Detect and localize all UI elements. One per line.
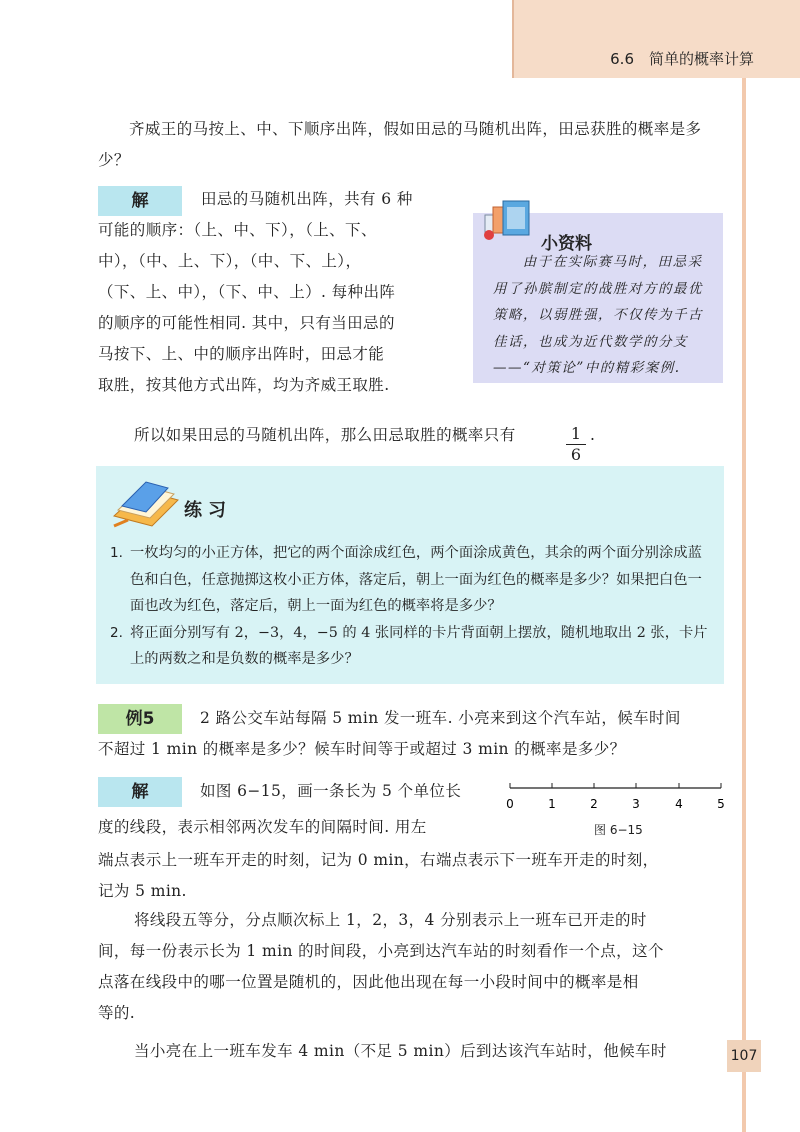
- question-text: 齐威王的马按上、中、下顺序出阵，假如田忌的马随机出阵，田忌获胜的概率是多少？: [98, 120, 702, 169]
- solution-label: 解: [98, 186, 182, 216]
- paragraph2-line-4: 等的.: [98, 1004, 136, 1022]
- practice-item-text: 一枚均匀的小正方体，把它的两个面涂成红色，两个面涂成黄色，其余的两个面分别涂成蓝色和白色，任意抛掷这枚小正方体，落定后，朝上一面为红色的概率是多少？如果把白色一面也改为红色，落定后，朝上一面为红色的概率将是多少？: [130, 545, 702, 614]
- solution2-line-1: 如图 6−15，画一条长为 5 个单位长: [200, 782, 462, 800]
- solution2-line-2: 度的线段，表示相邻两次发车的间隔时间. 用左: [98, 818, 427, 836]
- paragraph2-line-1: 将线段五等分，分点顺次标上 1，2，3，4 分别表示上一班车已开走的时: [134, 911, 647, 929]
- tick-label: 0: [506, 797, 514, 811]
- paragraph2-line-3: 点落在线段中的哪一位置是随机的，因此他出现在每一小段时间中的概率是相: [98, 973, 639, 991]
- solution2-line-4: 记为 5 min.: [98, 882, 187, 900]
- practice-title: 练习: [184, 500, 232, 521]
- paragraph3-line-1: 当小亮在上一班车发车 4 min（不足 5 min）后到达该汽车站时，他候车时: [134, 1042, 667, 1060]
- chapter-title: 6.6 简单的概率计算: [610, 50, 754, 68]
- conclusion-period: .: [590, 426, 596, 444]
- practice-item: [110, 540, 710, 620]
- example-line-2: 不超过 1 min 的概率是多少？候车时间等于或超过 3 min 的概率是多少？: [98, 740, 626, 758]
- info-title: 小资料: [541, 234, 592, 254]
- solution-line-7: 取胜，按其他方式出阵，均为齐威王取胜.: [98, 376, 390, 394]
- example-label: 例5: [98, 704, 182, 734]
- solution2-label: 解: [98, 777, 182, 807]
- practice-item-number: 1.: [110, 545, 123, 561]
- solution-line-5: 的顺序的可能性相同. 其中，只有当田忌的: [98, 314, 395, 332]
- example-line-1: 2 路公交车站每隔 5 min 发一班车. 小亮来到这个汽车站，候车时间: [200, 709, 681, 727]
- tick-label: 3: [632, 797, 640, 811]
- practice-box: [96, 466, 724, 684]
- solution2-line-3: 端点表示上一班车开走的时刻，记为 0 min，右端点表示下一班车开走的时刻，: [98, 851, 659, 869]
- tick-label: 1: [548, 797, 556, 811]
- info-box: [473, 213, 723, 383]
- practice-list: [110, 540, 710, 673]
- fraction-denominator: 6: [566, 444, 586, 465]
- chapter-header: [512, 0, 800, 78]
- solution-line-3: 中），（中、上、下），（中、下、上），: [98, 252, 362, 270]
- practice-item-number: 2.: [110, 624, 123, 641]
- fraction-one-sixth: [566, 424, 586, 465]
- info-text: 由于在实际赛马时，田忌采用了孙膑制定的战胜对方的最优策略，以弱胜强，不仅传为千古佳话，也成为近代数学的分支——“对策论”中的精彩案例.: [493, 254, 703, 376]
- tick-label: 2: [590, 797, 598, 811]
- practice-item-text: 将正面分别写有 2，−3，4，−5 的 4 张同样的卡片背面朝上摆放，随机地取出 2 张，卡片上的两数之和是负数的概率是多少？: [130, 624, 708, 667]
- info-icon: [481, 199, 535, 243]
- tick-label: 4: [675, 797, 683, 811]
- tick-label: 5: [717, 797, 725, 811]
- fraction-numerator: 1: [570, 424, 582, 443]
- figure-number-line: [505, 778, 727, 814]
- solution-line-4: （下、上、中），（下、中、上）. 每种出阵: [98, 283, 396, 301]
- solution-line-1: 田忌的马随机出阵，共有 6 种: [201, 190, 413, 208]
- figure-caption: 图 6−15: [594, 823, 643, 837]
- solution-line-2: 可能的顺序：（上、中、下），（上、下、: [98, 221, 377, 239]
- paragraph2-line-2: 间，每一份表示长为 1 min 的时间段，小亮到达汽车站的时刻看作一个点，这个: [98, 942, 664, 960]
- solution-line-6: 马按下、上、中的顺序出阵时，田忌才能: [98, 345, 385, 363]
- page-number: 107: [727, 1040, 761, 1072]
- conclusion-text: 所以如果田忌的马随机出阵，那么田忌取胜的概率只有: [134, 426, 516, 444]
- practice-item: [110, 620, 710, 673]
- page-margin-rule: [742, 78, 746, 1132]
- practice-book-icon: [108, 476, 182, 528]
